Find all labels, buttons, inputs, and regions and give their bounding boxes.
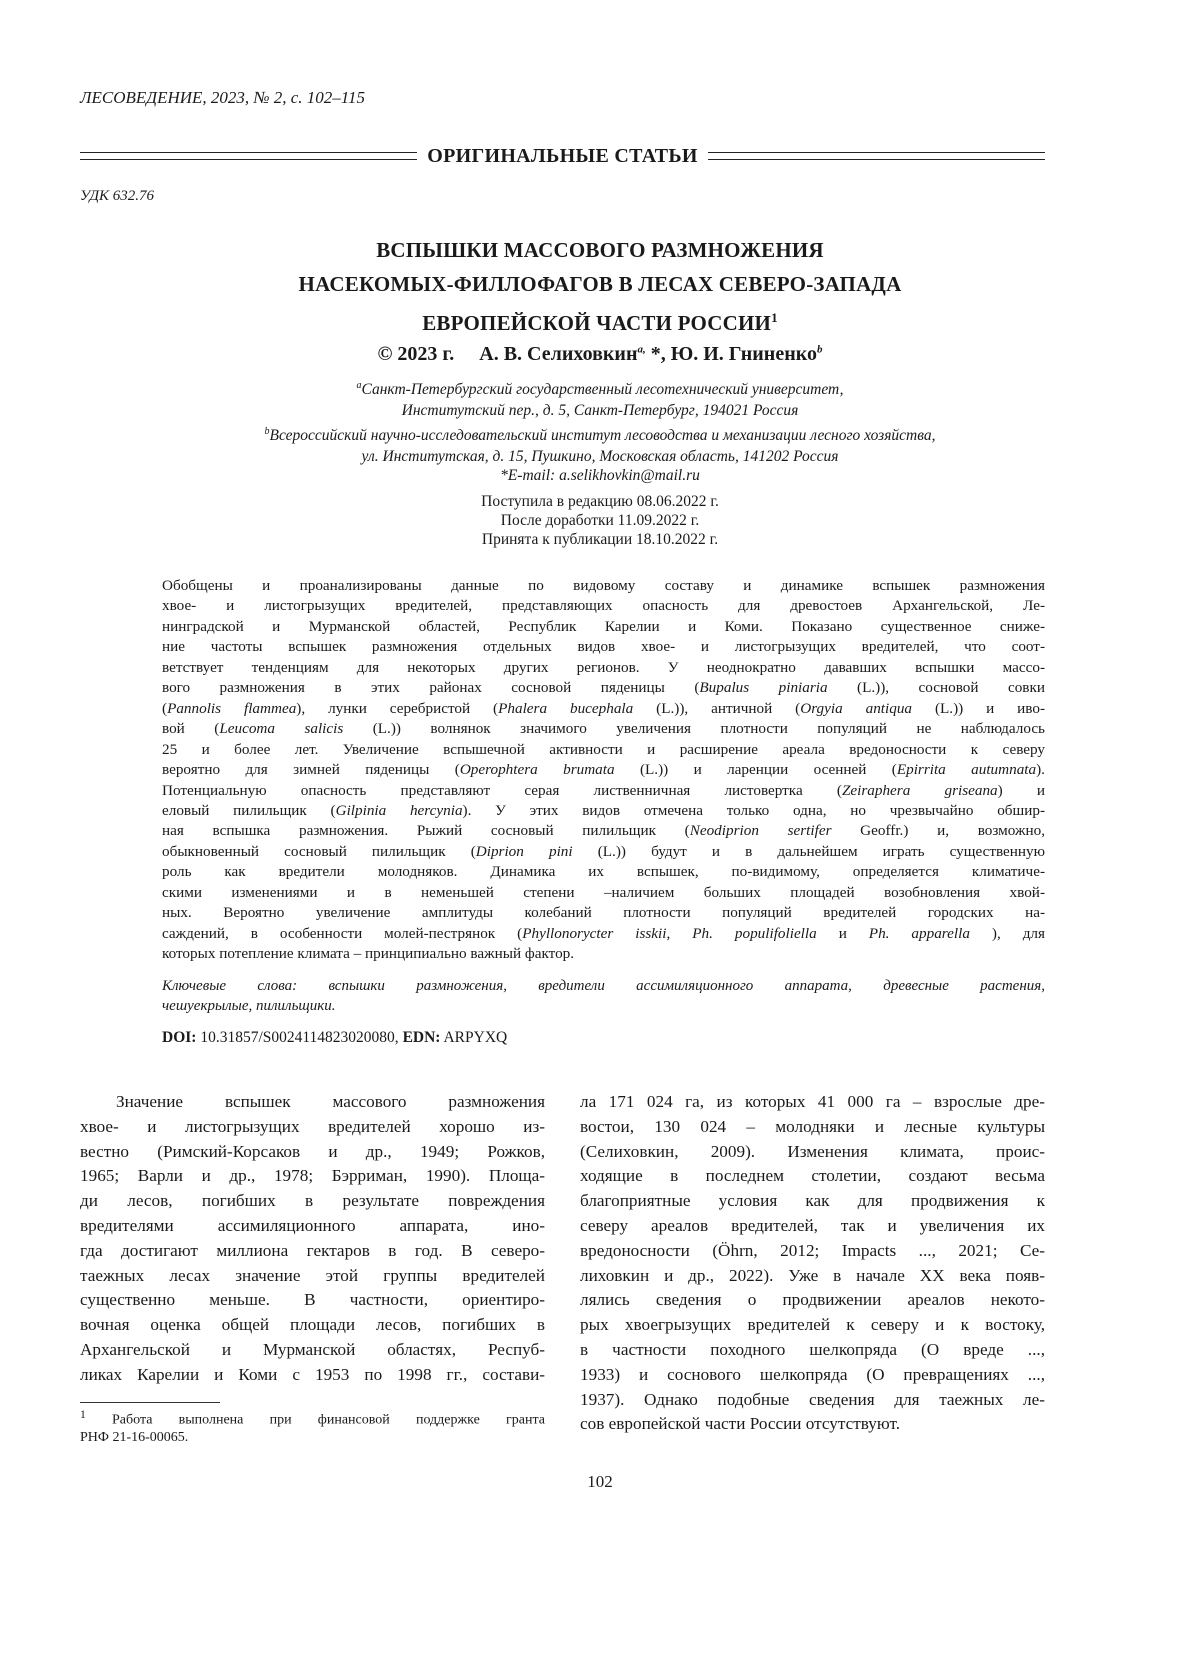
text-line (80, 1363, 545, 1388)
author-name: А. В. Селиховкин (479, 343, 637, 365)
date-revised: После доработки 11.09.2022 г. (150, 511, 1050, 530)
text-run: вого размножения в этих районах сосновой пяденицы ( (162, 679, 699, 696)
text-run: 1965; Варли и др., 1978; Бэрриман, 1990). Площа- (80, 1166, 545, 1185)
text-run: благоприятные условия как для продвижения к (580, 1191, 1045, 1210)
latin-name: Phyllonorycter isskii (522, 925, 666, 942)
text-run: ) и (998, 782, 1045, 799)
latin-name: Gilpinia hercynia (336, 802, 463, 819)
text-line (162, 637, 1045, 657)
text-run: вероятно для зимней пяденицы ( (162, 761, 460, 778)
text-line (580, 1412, 1045, 1437)
section-rubric (80, 143, 1045, 169)
text-run: (L.)) будут и в дальнейшем играть существенную (573, 843, 1045, 860)
text-line (80, 1288, 545, 1313)
text-run: северу ареалов вредителей, так и увеличения их (580, 1216, 1045, 1235)
text-run: вредоносности (Öhrn, 2012; Impacts ..., 2021; Се- (580, 1241, 1045, 1260)
text-run: лиховкин и др., 2022). Уже в начале XX века появ- (580, 1266, 1045, 1285)
text-line (580, 1090, 1045, 1115)
affiliation-line: Санкт-Петербургский государственный лесотехнический университет, (362, 381, 844, 398)
text-run: (L.)) волнянок значимого увеличения плотности популяций не наблюдалось (343, 720, 1045, 737)
text-run: ветствует тенденциям для некоторых других регионов. У неоднократно дававших вспышки массо- (162, 659, 1045, 676)
edn-value: ARPYXQ (440, 1029, 507, 1046)
text-run: нинградской и Мурманской областей, Республик Карелии и Коми. Показано существенное сниже- (162, 618, 1045, 635)
text-line (162, 596, 1045, 616)
abstract (162, 576, 1045, 965)
text-line (162, 678, 1045, 698)
text-run: Ключевые слова: вспышки размножения, вредители ассимиляционного аппарата, древесные растения, (162, 978, 1045, 994)
text-line (580, 1115, 1045, 1140)
text-line (80, 1264, 545, 1289)
text-line (162, 740, 1045, 760)
latin-name: Phalera bucephala (498, 700, 633, 717)
text-run: (L.)), сосновой совки (828, 679, 1045, 696)
affiliation-row (150, 375, 1050, 400)
latin-name: Ph. apparella (869, 925, 970, 942)
text-run: востои, 130 024 – молодняки и лесные культуры (580, 1117, 1045, 1136)
text-line (80, 1338, 545, 1363)
text-line (80, 1214, 545, 1239)
text-line (80, 1239, 545, 1264)
latin-name: Operophtera brumata (460, 761, 615, 778)
text-line (80, 1164, 545, 1189)
text-run: ликах Карелии и Коми с 1953 по 1998 гг., состави- (80, 1365, 545, 1384)
latin-name: Bupalus piniaria (699, 679, 827, 696)
text-line (162, 760, 1045, 780)
footnote-divider (80, 1402, 220, 1403)
text-line (162, 976, 1045, 996)
text-run: и (817, 925, 869, 942)
affiliation-mark: b (817, 343, 823, 355)
text-line (580, 1288, 1045, 1313)
text-run: ных. Вероятно увеличение амплитуды колебаний плотности популяций вредителей городских на- (162, 904, 1045, 921)
text-line (162, 944, 1045, 964)
text-line (580, 1140, 1045, 1165)
latin-name: Pannolis flammea (167, 700, 296, 717)
author-name: Ю. И. Гниненко (671, 343, 817, 365)
footnote-line: Работа выполнена при финансовой поддержке гранта (86, 1413, 545, 1428)
text-line (162, 924, 1045, 944)
date-received: Поступила в редакцию 08.06.2022 г. (150, 492, 1050, 511)
text-line (162, 801, 1045, 821)
text-run: обыкновенный сосновый пилильщик ( (162, 843, 476, 860)
doi-label: DOI: (162, 1029, 196, 1046)
text-line (80, 1189, 545, 1214)
text-run: саждений, в особенности молей-пестрянок ( (162, 925, 522, 942)
authors-line (150, 343, 1050, 366)
text-run: существенно меньше. В частности, ориентиро- (80, 1290, 545, 1309)
text-run: ), лунки серебристой ( (296, 700, 498, 717)
text-run: таежных лесах значение этой группы вредителей (80, 1266, 545, 1285)
affiliation-line: Институтский пер., д. 5, Санкт-Петербург, 194021 Россия (150, 400, 1050, 421)
text-run: ). У этих видов отмечена только одна, но чрезвычайно обшир- (463, 802, 1045, 819)
text-run: Geoffr.) и, возможно, (831, 822, 1045, 839)
footnote-mark: 1 (80, 1408, 86, 1421)
text-run: роль как вредители молодняков. Динамика их вспышек, по-видимому, определяется климатиче- (162, 863, 1045, 880)
text-line (162, 576, 1045, 596)
footnote (80, 1406, 545, 1446)
text-run: вестно (Римский-Корсаков и др., 1949; Рожков, (80, 1142, 545, 1161)
text-line (580, 1338, 1045, 1363)
text-run: , (666, 925, 692, 942)
text-run: Обобщены и проанализированы данные по видовому составу и динамике вспышек размножения (162, 577, 1045, 594)
text-run: ходящие в последнем столетии, создают весьма (580, 1166, 1045, 1185)
text-line (80, 1313, 545, 1338)
doi-line (162, 1028, 507, 1048)
text-run: скими изменениями и в неменьшей степени –наличием больших площадей возобновления хвой- (162, 884, 1045, 901)
text-run: рых хвоегрызущих вредителей к северу и к востоку, (580, 1315, 1045, 1334)
text-run: ная вспышка размножения. Рыжий сосновый пилильщик ( (162, 822, 690, 839)
latin-name: Ph. populifoliella (692, 925, 816, 942)
email[interactable]: *E-mail: a.selikhovkin@mail.ru (150, 465, 1050, 486)
text-run: вредителями ассимиляционного аппарата, ино- (80, 1216, 545, 1235)
text-line (162, 842, 1045, 862)
text-line (580, 1214, 1045, 1239)
text-run: в частности походного шелкопряда (О вреде ..., (580, 1340, 1045, 1359)
title-line-text: ЕВРОПЕЙСКОЙ ЧАСТИ РОССИИ (422, 311, 771, 335)
text-run: чешуекрылые, пилильщики. (162, 998, 335, 1014)
text-line (162, 821, 1045, 841)
corresponding-mark: *, (646, 343, 666, 365)
text-line (162, 996, 1045, 1016)
copyright: © 2023 г. (377, 343, 454, 365)
text-run: ла 171 024 га, из которых 41 000 га – взрослые дре- (580, 1092, 1045, 1111)
title-footnote-mark[interactable]: 1 (771, 310, 778, 325)
article-title (150, 233, 1050, 340)
text-line (580, 1264, 1045, 1289)
doi-value[interactable]: 10.31857/S0024114823020080, (196, 1029, 402, 1046)
submission-dates (150, 492, 1050, 549)
title-line: ВСПЫШКИ МАССОВОГО РАЗМНОЖЕНИЯ (150, 233, 1050, 267)
affiliation-a (150, 375, 1050, 421)
text-run: ( (162, 700, 167, 717)
text-line (580, 1164, 1045, 1189)
text-line (162, 903, 1045, 923)
body-column-right (580, 1090, 1045, 1437)
latin-name: Epirrita autumnata (897, 761, 1036, 778)
text-run: лялись сведения о продвижении ареалов некото- (580, 1290, 1045, 1309)
rubric-rule-left (80, 152, 417, 160)
text-run: хвое- и листогрызущих вредителей, представляющих опасность для древостоев Архангельской, Ле- (162, 597, 1045, 614)
text-run: 25 и более лет. Увеличение вспышечной активности и расширение ареала вредоносности к северу (162, 741, 1045, 758)
affiliation-line: Всероссийский научно-исследовательский институт лесоводства и механизации лесного хозяйства, (270, 427, 936, 444)
text-run: Архангельской и Мурманской областях, Респуб- (80, 1340, 545, 1359)
latin-name: Diprion pini (476, 843, 573, 860)
rubric-label: ОРИГИНАЛЬНЫЕ СТАТЬИ (417, 145, 708, 168)
affiliation-mark: b (265, 426, 270, 437)
journal-citation: ЛЕСОВЕДЕНИЕ, 2023, № 2, с. 102–115 (80, 88, 365, 108)
text-line (162, 719, 1045, 739)
edn-label: EDN: (403, 1029, 441, 1046)
text-run: которых потепление климата – принципиально важный фактор. (162, 945, 574, 962)
text-run: Потенциальную опасность представляют серая лиственничная листовертка ( (162, 782, 842, 799)
text-run: ди лесов, погибших в результате повреждения (80, 1191, 545, 1210)
text-run: Значение вспышек массового размножения (116, 1092, 545, 1111)
affiliation-b (150, 421, 1050, 467)
latin-name: Leucoma salicis (219, 720, 343, 737)
text-line (580, 1388, 1045, 1413)
text-line (80, 1115, 545, 1140)
text-run: ). (1036, 761, 1045, 778)
affiliation-mark: a, (637, 343, 645, 355)
text-run: хвое- и листогрызущих вредителей хорошо из- (80, 1117, 545, 1136)
text-line (580, 1363, 1045, 1388)
latin-name: Zeiraphera griseana (842, 782, 998, 799)
keywords (162, 976, 1045, 1016)
text-run: гда достигают миллиона гектаров в год. В северо- (80, 1241, 545, 1260)
text-run: еловый пилильщик ( (162, 802, 336, 819)
text-run: (L.)), античной ( (633, 700, 800, 717)
text-run: ние частоты вспышек размножения отдельных видов хвое- и листогрызущих вредителей, что соот- (162, 638, 1045, 655)
text-run: (Селиховкин, 2009). Изменения климата, проис- (580, 1142, 1045, 1161)
affiliation-mark: a (357, 380, 362, 391)
text-run: вой ( (162, 720, 219, 737)
text-run: вочная оценка общей площади лесов, погибших в (80, 1315, 545, 1334)
text-line (162, 781, 1045, 801)
text-line (580, 1313, 1045, 1338)
text-line (162, 883, 1045, 903)
affiliation-row (150, 421, 1050, 446)
affiliation-line: ул. Институтская, д. 15, Пушкино, Московская область, 141202 Россия (150, 446, 1050, 467)
text-run: 1933) и соснового шелкопряда (О превращениях ..., (580, 1365, 1045, 1384)
text-run: (L.)) и ларенции осенней ( (615, 761, 897, 778)
footnote-row (80, 1406, 545, 1429)
title-line (150, 301, 1050, 340)
text-run: сов европейской части России отсутствуют. (580, 1414, 900, 1433)
date-accepted: Принята к публикации 18.10.2022 г. (150, 530, 1050, 549)
text-line (580, 1189, 1045, 1214)
text-line (580, 1239, 1045, 1264)
text-line (162, 658, 1045, 678)
text-line (162, 862, 1045, 882)
latin-name: Neodiprion sertifer (690, 822, 832, 839)
text-line (162, 617, 1045, 637)
body-column-left (80, 1090, 545, 1388)
text-line (162, 699, 1045, 719)
text-run: (L.)) и иво- (912, 700, 1045, 717)
page-number: 102 (0, 1472, 1200, 1492)
footnote-line: РНФ 21-16-00065. (80, 1429, 545, 1446)
text-run: ), для (970, 925, 1045, 942)
text-line (80, 1090, 545, 1115)
text-run: 1937). Однако подобные сведения для таежных ле- (580, 1390, 1045, 1409)
rubric-rule-right (708, 152, 1045, 160)
latin-name: Orgyia antiqua (800, 700, 912, 717)
title-line: НАСЕКОМЫХ-ФИЛЛОФАГОВ В ЛЕСАХ СЕВЕРО-ЗАПАДА (150, 267, 1050, 301)
udk-code: УДК 632.76 (80, 188, 154, 205)
text-line (80, 1140, 545, 1165)
